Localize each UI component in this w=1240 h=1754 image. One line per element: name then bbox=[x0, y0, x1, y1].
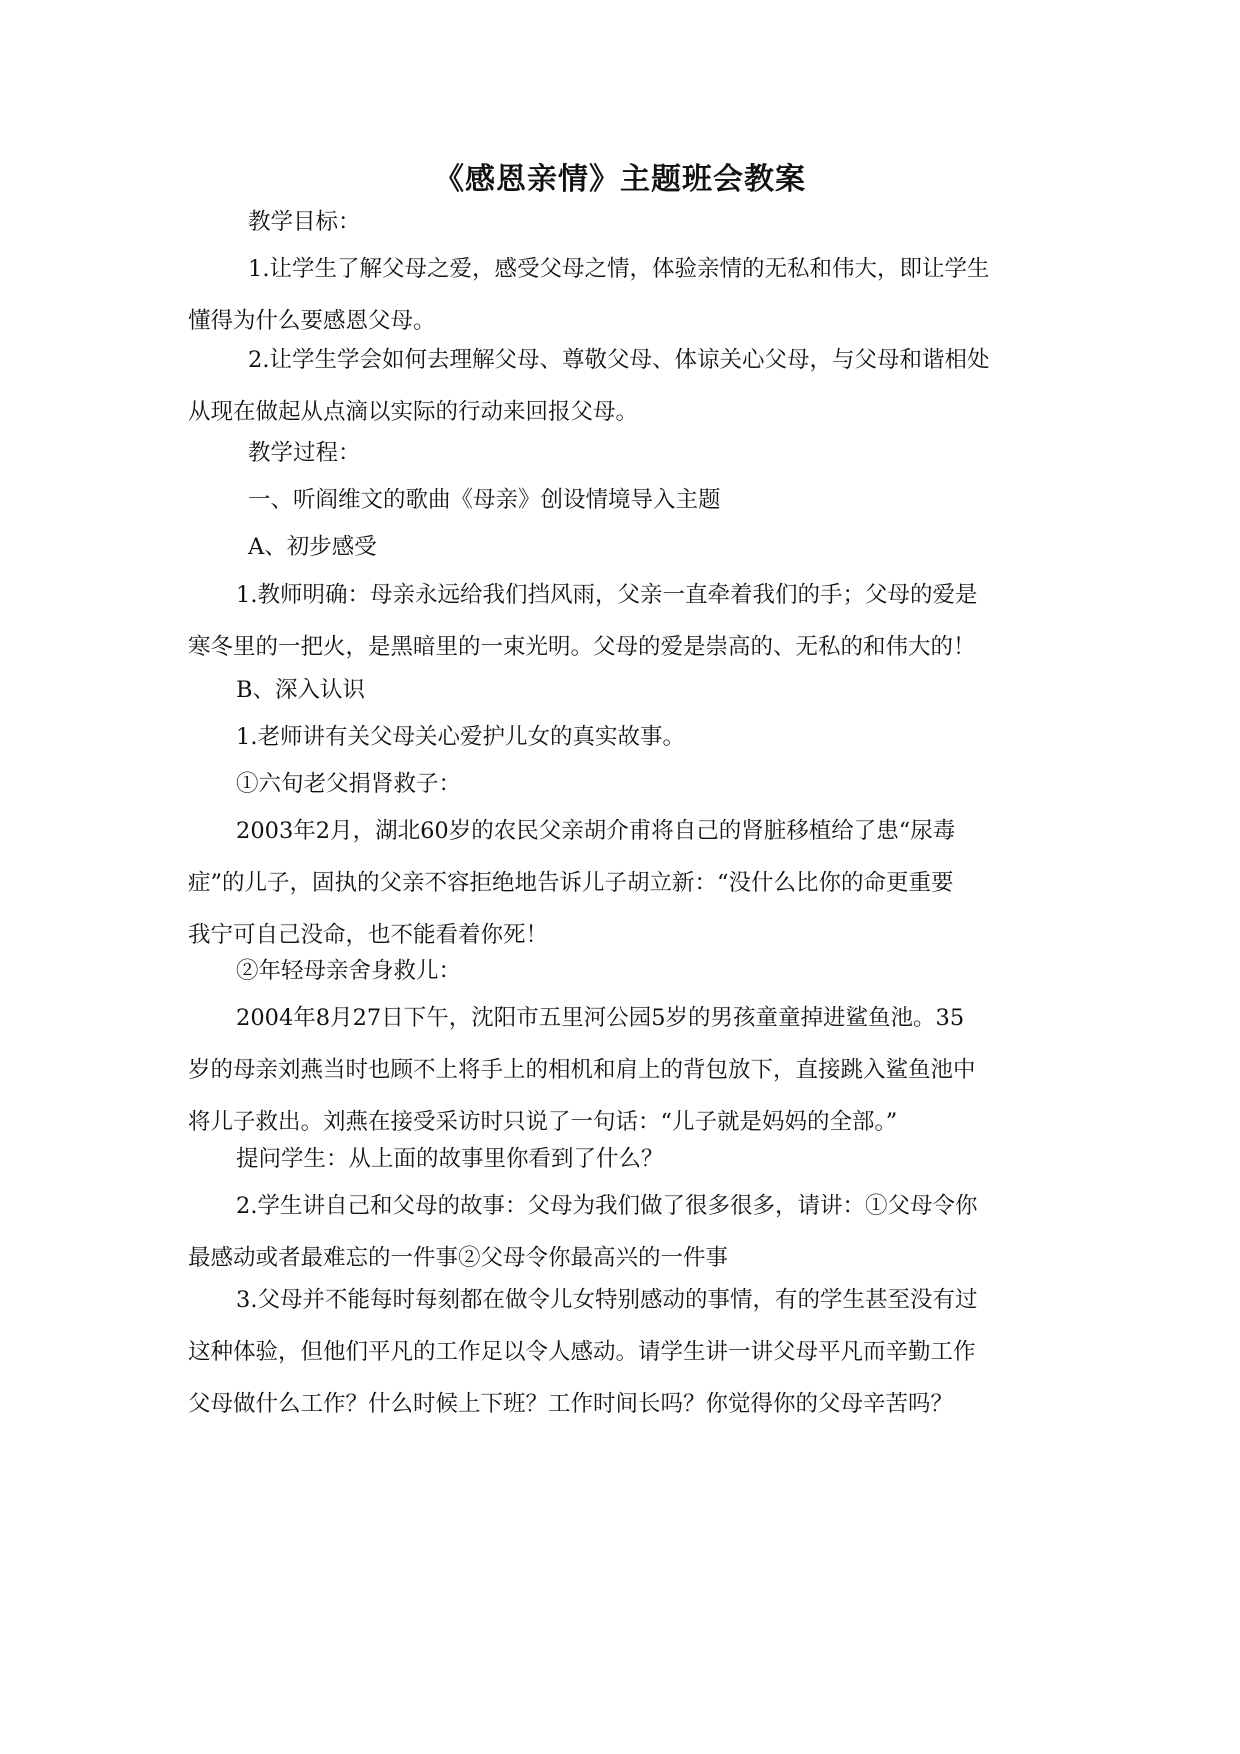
teacher-statement bbox=[188, 569, 1052, 673]
teacher-statement-line-1: 1.教师明确：母亲永远给我们挡风雨，父亲一直牵着我们的手；父母的爱是 bbox=[236, 582, 978, 608]
question-prompt: 提问学生：从上面的故事里你看到了什么？ bbox=[236, 1146, 664, 1172]
document-title: 《感恩亲情》主题班会教案 bbox=[434, 162, 806, 197]
subsection-b-heading: B、深入认识 bbox=[236, 677, 366, 703]
parents-work-line-2: 这种体验，但他们平凡的工作足以令人感动。请学生讲一讲父母平凡而辛勤工作 bbox=[188, 1339, 976, 1365]
story-1-line-3: 我宁可自己没命，也不能看着你死！ bbox=[188, 922, 549, 948]
goal-2-line-2: 从现在做起从点滴以实际的行动来回报父母。 bbox=[188, 399, 639, 425]
process-heading: 教学过程： bbox=[248, 440, 361, 466]
story-2-line-2: 岁的母亲刘燕当时也顾不上将手上的相机和肩上的背包放下，直接跳入鲨鱼池中 bbox=[188, 1057, 976, 1083]
section-1-heading: 一、听阎维文的歌曲《母亲》创设情境导入主题 bbox=[248, 487, 721, 513]
story-2-text bbox=[188, 992, 1052, 1148]
story-2-title: ②年轻母亲舍身救儿： bbox=[236, 958, 462, 984]
goal-1-line-1: 1.让学生了解父母之爱，感受父母之情，体验亲情的无私和伟大，即让学生 bbox=[248, 256, 990, 282]
subsection-a-heading: A、初步感受 bbox=[248, 534, 377, 560]
story-2-line-1: 2004年8月27日下午，沈阳市五里河公园5岁的男孩童童掉进鲨鱼池。35 bbox=[236, 1005, 965, 1031]
student-stories bbox=[188, 1180, 1052, 1284]
parents-work-line-3: 父母做什么工作？什么时候上下班？工作时间长吗？你觉得你的父母辛苦吗？ bbox=[188, 1391, 954, 1417]
goal-2-line-1: 2.让学生学会如何去理解父母、尊敬父母、体谅关心父母，与父母和谐相处 bbox=[248, 347, 990, 373]
goal-1-line-2: 懂得为什么要感恩父母。 bbox=[188, 308, 436, 334]
story-1-line-2: 症”的儿子，固执的父亲不容拒绝地告诉儿子胡立新：“没什么比你的命更重要 bbox=[188, 870, 954, 896]
student-stories-line-2: 最感动或者最难忘的一件事②父母令你最高兴的一件事 bbox=[188, 1245, 729, 1271]
story-intro: 1.老师讲有关父母关心爱护儿女的真实故事。 bbox=[236, 724, 685, 750]
goal-1 bbox=[188, 243, 1052, 347]
student-stories-line-1: 2.学生讲自己和父母的故事：父母为我们做了很多很多，请讲：①父母令你 bbox=[236, 1193, 978, 1219]
story-1-line-1: 2003年2月，湖北60岁的农民父亲胡介甫将自己的肾脏移植给了患“尿毒 bbox=[236, 818, 956, 844]
goals-heading: 教学目标： bbox=[248, 209, 361, 235]
parents-work bbox=[188, 1274, 1052, 1430]
story-1-text bbox=[188, 805, 1052, 961]
goal-2 bbox=[188, 334, 1052, 438]
story-1-title: ①六旬老父捐肾救子： bbox=[236, 771, 462, 797]
teacher-statement-line-2: 寒冬里的一把火，是黑暗里的一束光明。父母的爱是崇高的、无私的和伟大的！ bbox=[188, 634, 976, 660]
parents-work-line-1: 3.父母并不能每时每刻都在做令儿女特别感动的事情，有的学生甚至没有过 bbox=[236, 1287, 978, 1313]
story-2-line-3: 将儿子救出。刘燕在接受采访时只说了一句话：“儿子就是妈妈的全部。” bbox=[188, 1109, 898, 1135]
